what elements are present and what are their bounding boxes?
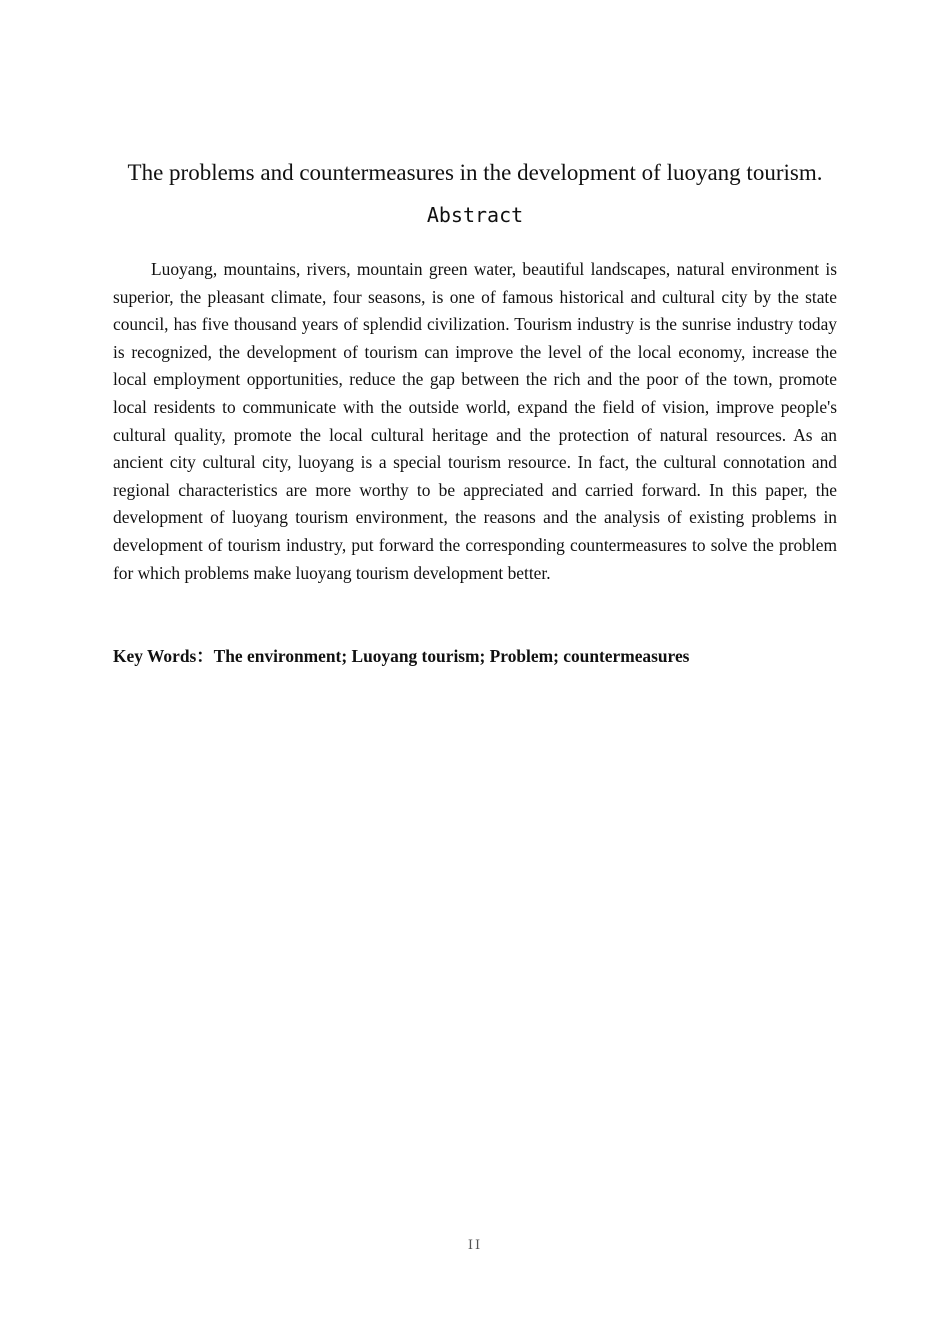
keywords-list: The environment; Luoyang tourism; Problem; countermeasures [213,646,690,666]
keywords-line [113,642,837,670]
page-number: II [467,1238,483,1253]
abstract-heading: Abstract [426,203,524,227]
abstract-paragraph: Luoyang, mountains, rivers, mountain green water, beautiful landscapes, natural environment is superior, the pleasant climate, four seasons, is one of famous historical and cultural city by the state council, has five thousand years of splendid civilization. Tourism industry is the sunrise industry today is recognized, the development of tourism can improve the level of the local economy, increase the local employment opportunities, reduce the gap between the rich and the poor of the town, promote local residents to communicate with the outside world, expand the field of vision, improve people's cultural quality, promote the local cultural heritage and the protection of natural resources. As an ancient city cultural city, luoyang is a special tourism resource. In fact, the cultural connotation and regional characteristics are more worthy to be appreciated and carried forward. In this paper, the development of luoyang tourism environment, the reasons and the analysis of existing problems in development of tourism industry, put forward the corresponding countermeasures to solve the problem for which problems make luoyang tourism development better. [113,259,837,583]
document-title: The problems and countermeasures in the development of luoyang tourism. [127,160,823,185]
keywords-label: Key Words： [113,646,214,666]
